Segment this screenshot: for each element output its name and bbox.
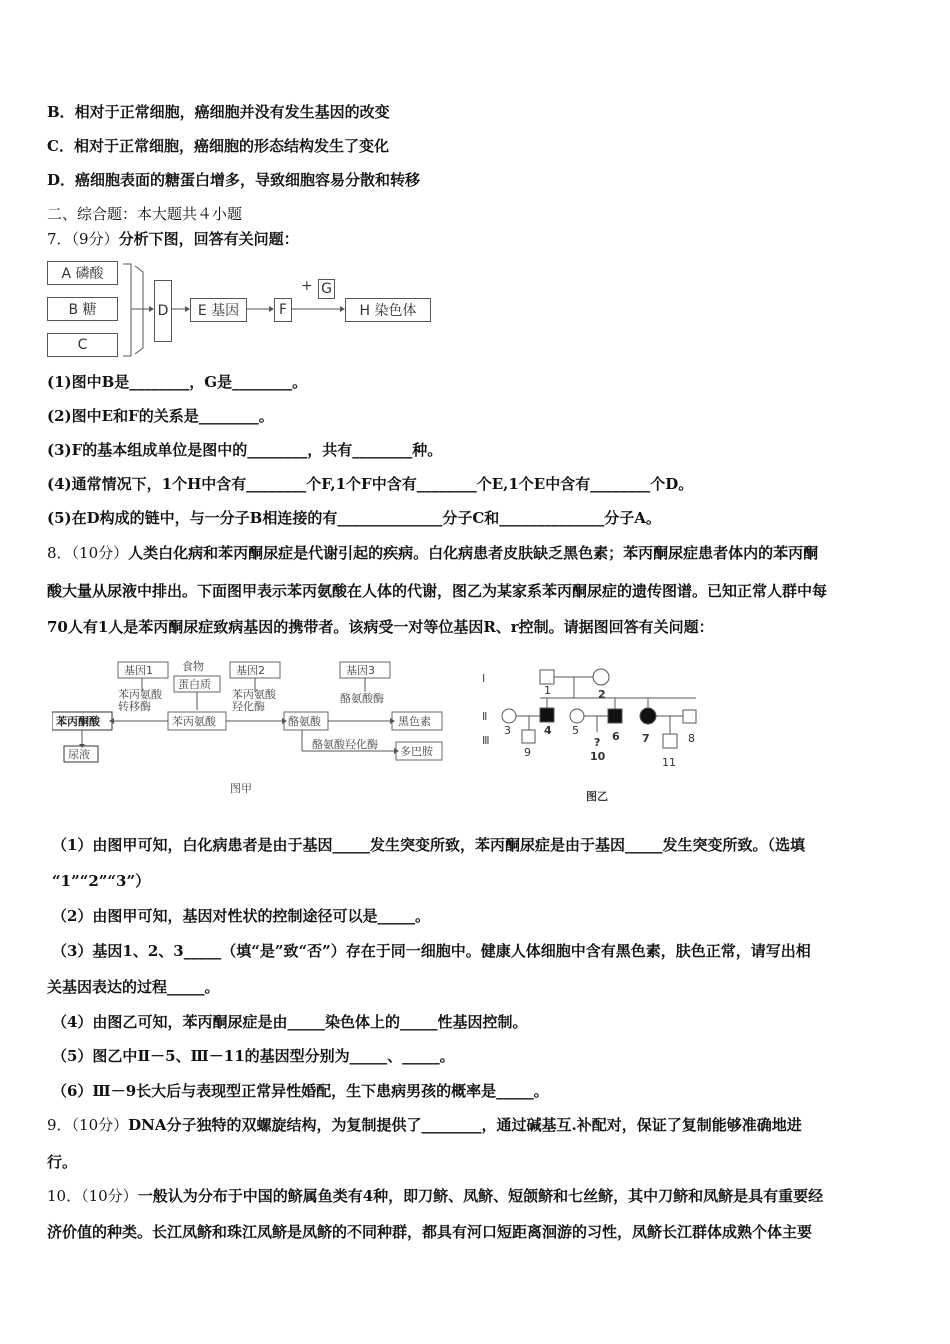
fig-a-protein: 蛋白质 bbox=[178, 678, 211, 691]
q7-box-e: E 基因 bbox=[190, 298, 247, 322]
q7-box-b: B 糖 bbox=[47, 297, 118, 321]
fig-a-urine: 尿液 bbox=[68, 748, 90, 761]
q9-line2: 行。 bbox=[47, 1153, 78, 1171]
q8-line1-text: 人类白化病和苯丙酮尿症是代谢引起的疾病。白化病患者皮肤缺乏黑色素；苯丙酮尿症患者体内的苯丙酮 bbox=[128, 544, 819, 562]
fig-b-n4: 4 bbox=[544, 724, 552, 737]
fig-a-tyr: 酪氨酸 bbox=[288, 715, 321, 728]
fig-a-enzyme1b: 转移酶 bbox=[118, 700, 151, 713]
fig-a-enzyme2: 苯丙氨酸 bbox=[232, 688, 276, 701]
q10-line1 bbox=[47, 1186, 823, 1206]
fig-b-n6: 6 bbox=[612, 730, 620, 743]
q8-sub4: （4）由图乙可知，苯丙酮尿症是由_____染色体上的_____性基因控制。 bbox=[52, 1013, 528, 1031]
fig-b-caption: 图乙 bbox=[586, 790, 608, 803]
q8-sub6: （6）Ⅲ－9长大后与表现型正常异性婚配，生下患病男孩的概率是_____。 bbox=[52, 1082, 549, 1100]
q7-sub3: (3)F的基本组成单位是图中的________，共有________种。 bbox=[47, 441, 443, 459]
q8-sub2: （2）由图甲可知，基因对性状的控制途径可以是_____。 bbox=[52, 907, 430, 925]
q7-box-c: C bbox=[47, 333, 118, 357]
fig-a-enzyme1: 苯丙氨酸 bbox=[118, 688, 162, 701]
fig-b-n9: 9 bbox=[524, 746, 531, 759]
option-b: B．相对于正常细胞，癌细胞并没有发生基因的改变 bbox=[47, 103, 390, 121]
option-d: D．癌细胞表面的糖蛋白增多，导致细胞容易分散和转移 bbox=[47, 171, 421, 189]
q8-line3: 70人有1人是苯丙酮尿症致病基因的携带者。该病受一对等位基因R、r控制。请据图回答有关问题： bbox=[47, 618, 714, 636]
q7-sub4: (4)通常情况下，1个H中含有________个F,1个F中含有________个E,1个E中含有________个D。 bbox=[47, 475, 694, 493]
q7-sub2: (2)图中E和F的关系是________。 bbox=[47, 407, 274, 425]
fig-b-n11: 11 bbox=[662, 756, 676, 769]
fig-b-n8: 8 bbox=[688, 732, 695, 745]
fig-a-dopamine: 多巴胺 bbox=[400, 745, 433, 758]
q7-plus: + bbox=[301, 278, 313, 294]
fig-a-enzyme2b: 羟化酶 bbox=[232, 700, 265, 713]
q8-sub1a: （1）由图甲可知，白化病患者是由于基因_____发生突变所致，苯丙酮尿症是由于基因_____发生突变所致。（选填 bbox=[52, 836, 805, 854]
fig-b-n2: 2 bbox=[598, 688, 606, 701]
fig-a-gene1: 基因1 bbox=[124, 664, 153, 677]
q8-line2: 酸大量从尿液中排出。下面图甲表示苯丙氨酸在人体的代谢，图乙为某家系苯丙酮尿症的遗传图谱。已知正常人群中每 bbox=[47, 582, 828, 600]
q7-stem-text: 分析下图，回答有关问题： bbox=[118, 230, 299, 248]
q7-box-f: F bbox=[274, 298, 292, 322]
fig-a-ppa: 苯丙酮酸 bbox=[56, 715, 100, 728]
fig-b-q: ? bbox=[594, 736, 601, 749]
q9-line1-text: DNA分子独特的双螺旋结构，为复制提供了________，通过碱基互.补配对，保证了复制能够准确地进 bbox=[128, 1116, 802, 1134]
fig-a-gene3: 基因3 bbox=[346, 664, 375, 677]
q9-line1 bbox=[47, 1115, 802, 1135]
q7-box-d: D bbox=[154, 280, 172, 342]
option-c: C．相对于正常细胞，癌细胞的形态结构发生了变化 bbox=[47, 137, 389, 155]
q8-figure-a bbox=[52, 652, 452, 802]
q7-prefix: 7．（9分） bbox=[47, 230, 119, 248]
q10-line2: 济价值的种类。长江凤鲚和珠江凤鲚是凤鲚的不同种群，都具有河口短距离洄游的习性，凤鲚长江群体成熟个体主要 bbox=[47, 1223, 813, 1241]
fig-b-gen2: Ⅱ bbox=[482, 710, 488, 723]
q9-prefix: 9．（10分） bbox=[47, 1116, 129, 1134]
fig-a-gene2: 基因2 bbox=[236, 664, 265, 677]
fig-a-enzyme3: 酪氨酸酶 bbox=[340, 692, 384, 705]
q10-line1-text: 一般认为分布于中国的鲚属鱼类有4种，即刀鲚、凤鲚、短颌鲚和七丝鲚，其中刀鲚和凤鲚是具有重要经 bbox=[137, 1187, 824, 1205]
fig-b-n7: 7 bbox=[642, 732, 650, 745]
q7-box-g: G bbox=[318, 279, 335, 299]
fig-b-n5: 5 bbox=[572, 724, 579, 737]
q8-prefix: 8．（10分） bbox=[47, 544, 129, 562]
q7-sub1: (1)图中B是________，G是________。 bbox=[47, 373, 308, 391]
section-heading: 二、综合题：本大题共４小题 bbox=[47, 205, 243, 223]
q7-box-a: A 磷酸 bbox=[47, 261, 118, 285]
q7-box-h: H 染色体 bbox=[345, 298, 431, 322]
fig-b-n10: 10 bbox=[590, 750, 606, 763]
q10-prefix: 10．（10分） bbox=[47, 1187, 138, 1205]
fig-a-enzyme4: 酪氨酸羟化酶 bbox=[312, 738, 378, 751]
q8-figure-b bbox=[474, 660, 714, 810]
fig-b-gen3: Ⅲ bbox=[482, 734, 490, 747]
q8-sub3a: （3）基因1、2、3_____（填“是”致“否”）存在于同一细胞中。健康人体细胞中含有黑色素，肤色正常，请写出相 bbox=[52, 942, 811, 960]
q8-line1 bbox=[47, 543, 818, 563]
q8-sub5: （5）图乙中Ⅱ－5、Ⅲ－11的基因型分别为_____、_____。 bbox=[52, 1047, 455, 1065]
fig-a-phe: 苯丙氨酸 bbox=[172, 715, 216, 728]
fig-b-gen1: Ⅰ bbox=[482, 672, 486, 685]
fig-a-food: 食物 bbox=[182, 660, 204, 673]
q7-stem bbox=[47, 229, 299, 249]
fig-b-n1: 1 bbox=[544, 684, 551, 697]
q7-sub5: (5)在D构成的链中，与一分子B相连接的有______________分子C和______________分子A。 bbox=[47, 509, 661, 527]
q7-diagram bbox=[47, 258, 447, 360]
fig-a-caption: 图甲 bbox=[230, 782, 252, 795]
fig-b-n3: 3 bbox=[504, 724, 511, 737]
q8-sub1b: “1”“2”“3”） bbox=[52, 872, 151, 890]
fig-a-melanin: 黑色素 bbox=[398, 715, 431, 728]
q8-sub3b: 关基因表达的过程_____。 bbox=[47, 978, 220, 996]
